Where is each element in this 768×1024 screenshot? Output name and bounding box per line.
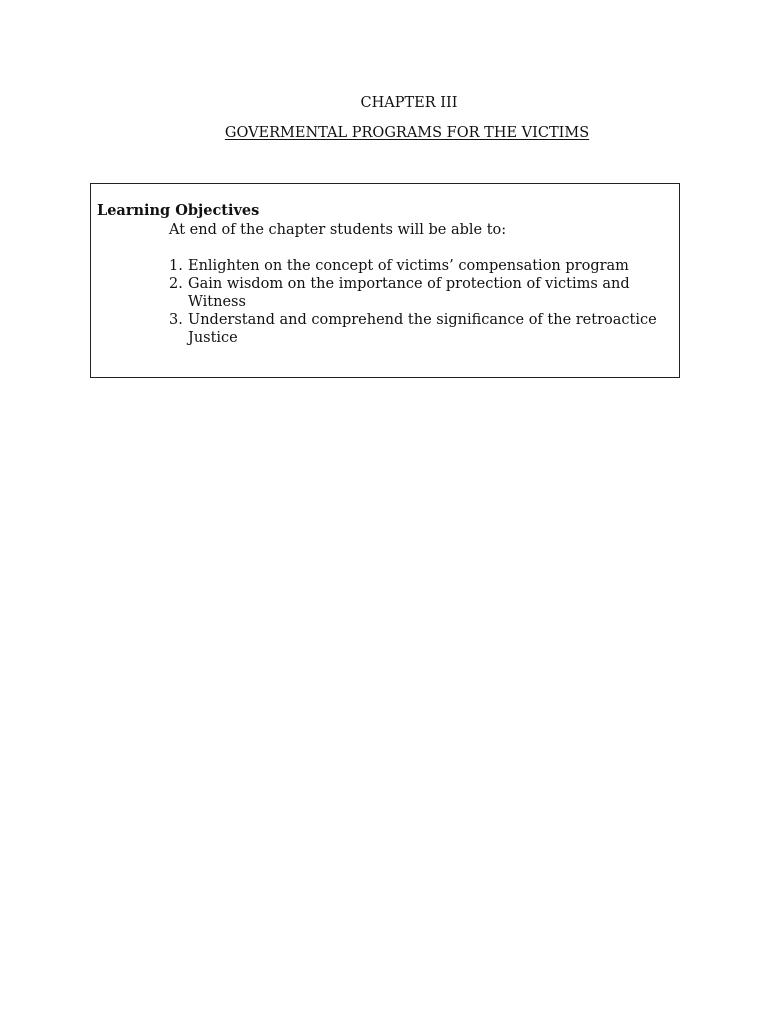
learning-objectives-list — [169, 257, 669, 347]
objective-text: Understand and comprehend the significance of the retroactice Justice — [188, 312, 657, 346]
learning-objectives-heading: Learning Objectives — [97, 202, 260, 219]
objective-item — [169, 275, 669, 311]
objective-item — [169, 257, 669, 275]
objective-text: Gain wisdom on the importance of protection of victims and Witness — [188, 276, 630, 310]
chapter-number: CHAPTER III — [360, 95, 458, 111]
objective-number: 2. — [169, 276, 183, 292]
objective-number: 1. — [169, 258, 183, 274]
objective-item — [169, 311, 669, 347]
objective-text: Enlighten on the concept of victims’ compensation program — [188, 258, 629, 274]
learning-objectives-intro: At end of the chapter students will be able to: — [169, 222, 507, 238]
learning-objectives-box — [90, 183, 680, 378]
objective-number: 3. — [169, 312, 183, 328]
chapter-title: GOVERMENTAL PROGRAMS FOR THE VICTIMS — [224, 125, 590, 141]
